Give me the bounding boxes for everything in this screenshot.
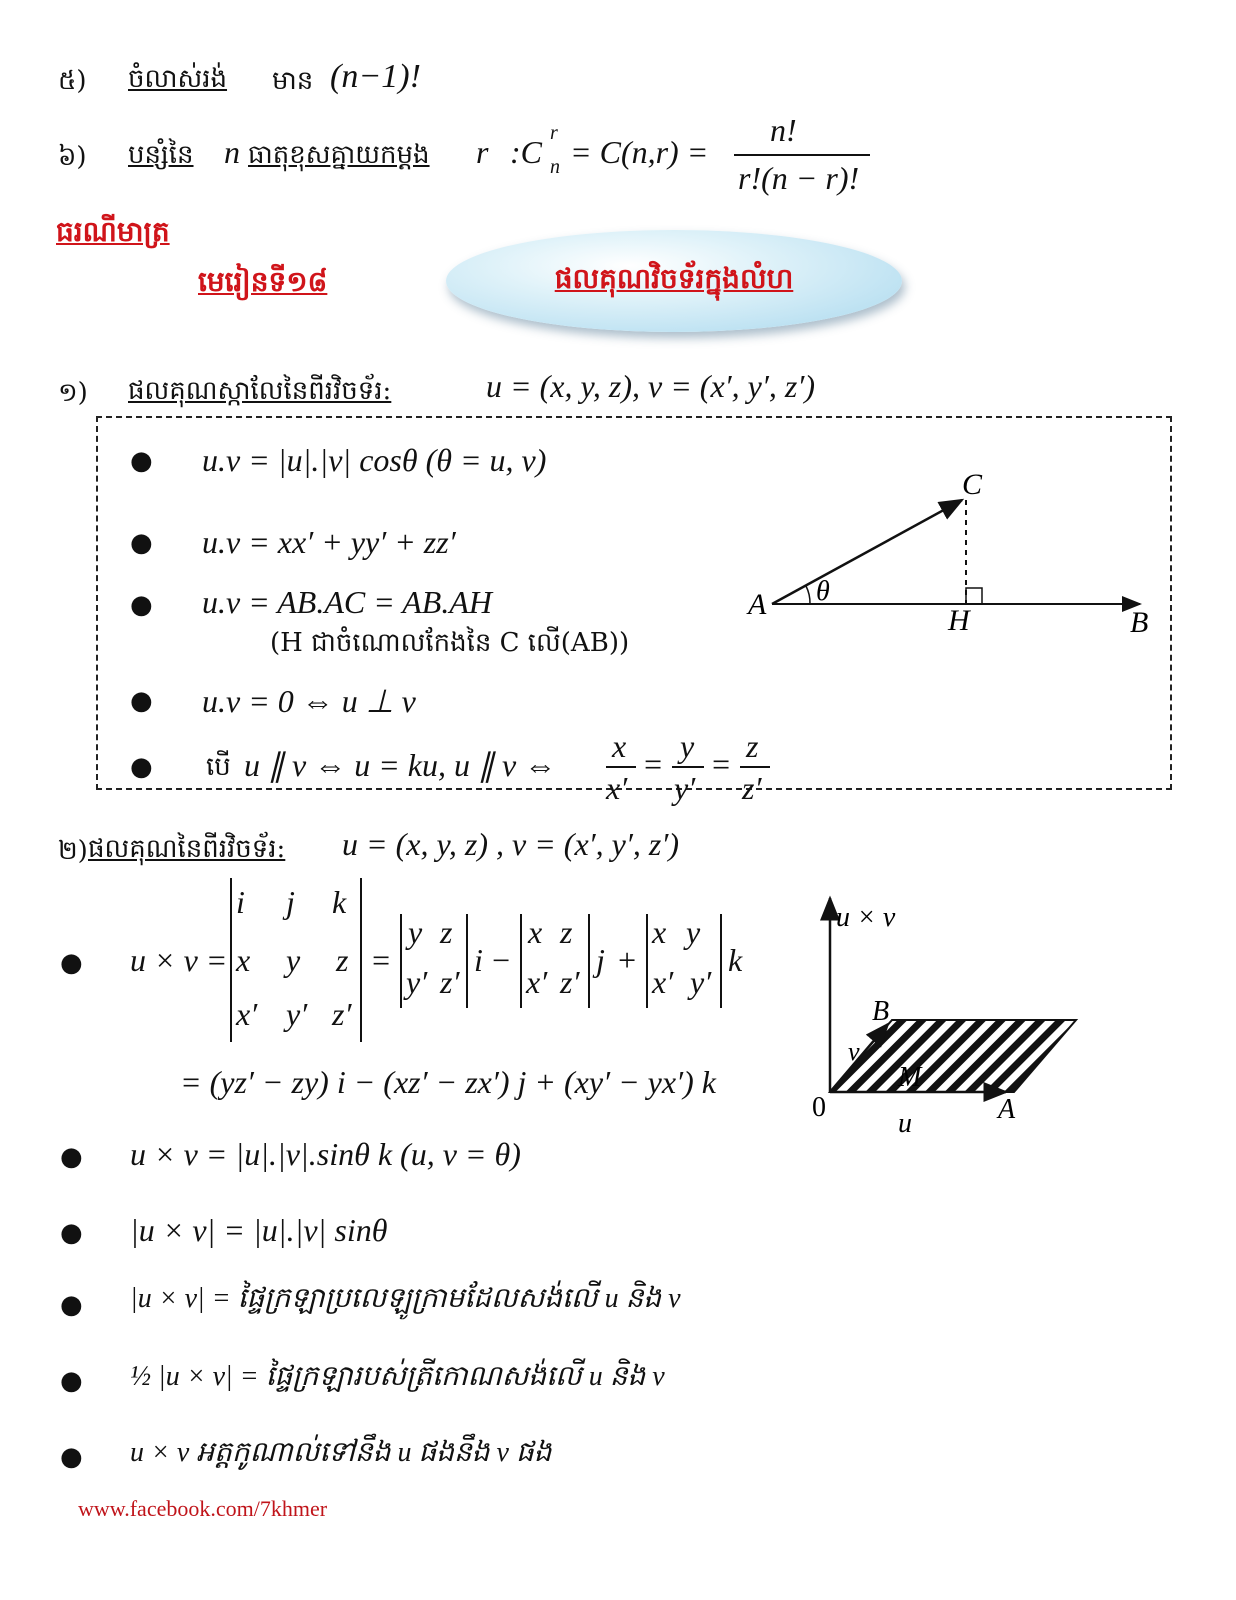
cross-formula-5: u × v អត្តកូណាល់ទៅនឹង u ផងនឹង v ផង xyxy=(130,1437,552,1468)
label-b: B xyxy=(872,996,890,1027)
parallelogram-diagram xyxy=(800,880,1100,1140)
minor-cell: z xyxy=(560,914,573,950)
fraction-y-den: y′ xyxy=(674,770,696,806)
label-a: A xyxy=(748,588,767,621)
part-2-definition: u = (x, y, z) , v = (x′, y′, z′) xyxy=(342,826,679,862)
cross-formula-3: |u × v| = ផ្ទៃក្រឡាប្រលេឡូក្រាមដែលសង់លើ u និង v xyxy=(130,1283,681,1314)
minor-vector: i xyxy=(474,942,483,978)
cross-expansion: = (yz′ − zy) i − (xz′ − zx′) j + (xy′ − yx′) k xyxy=(180,1064,716,1100)
det-bar-right xyxy=(360,878,362,1042)
minor-cell: x xyxy=(528,914,543,950)
minor-cell: z′ xyxy=(440,964,460,1000)
minor-vector: j xyxy=(596,942,605,978)
det-cell: z′ xyxy=(332,996,352,1032)
label-m: M xyxy=(898,1062,922,1093)
minor-cell: x′ xyxy=(652,964,674,1000)
label-b: B xyxy=(1130,606,1149,639)
minor-cell: x xyxy=(652,914,667,950)
scalar-formula-1: u.v = |u|.|v| cosθ (θ = u, v) xyxy=(202,442,547,478)
det-cell: k xyxy=(332,884,347,920)
bullet: ● xyxy=(60,1142,83,1172)
minor-vector: k xyxy=(728,942,743,978)
minor-bar xyxy=(588,914,590,1008)
fraction-x-num: x xyxy=(612,728,627,764)
part-2-number: ២) xyxy=(58,836,88,866)
fraction-bar xyxy=(672,766,704,768)
item-6-numerator: n! xyxy=(770,112,797,148)
right-angle-mark xyxy=(966,588,982,604)
minor-cell: y xyxy=(408,914,423,950)
item-6-sup: r xyxy=(550,122,558,144)
cross-formula-4: ½ |u × v| = ផ្ទៃក្រឡារបស់ត្រីកោណសង់លើ u និង v xyxy=(130,1361,665,1392)
lesson-title-ellipse xyxy=(446,230,902,332)
fraction-x-den: x′ xyxy=(606,770,628,806)
minor-cell: y′ xyxy=(690,964,712,1000)
part-1-number: ១) xyxy=(58,378,88,408)
projection-diagram xyxy=(740,460,1170,660)
section-heading: ធរណីមាត្រ xyxy=(56,215,170,248)
label-a: A xyxy=(998,1094,1016,1125)
scalar-formula-4: u.v = 0 ⇔ u ⊥ v xyxy=(202,683,416,719)
bullet: ● xyxy=(130,752,153,782)
footer-link[interactable]: www.facebook.com/7khmer xyxy=(78,1496,328,1521)
part-1-definition: u = (x, y, z), v = (x′, y′, z′) xyxy=(486,368,815,404)
scalar-formula-3: u.v = AB.AC = AB.AH xyxy=(202,584,492,620)
fraction-z-num: z xyxy=(746,728,759,764)
minor-cell: z′ xyxy=(560,964,580,1000)
minor-bar xyxy=(520,914,522,1008)
minor-cell: x′ xyxy=(526,964,548,1000)
cross-formula-1: u × v = |u|.|v|.sinθ k (u, v = θ) xyxy=(130,1136,521,1172)
minor-bar xyxy=(646,914,648,1008)
bullet: ● xyxy=(60,1218,83,1248)
minor-cell: z xyxy=(440,914,453,950)
det-cell: z xyxy=(336,942,349,978)
minor-cell: y xyxy=(686,914,701,950)
equals: = xyxy=(642,746,664,782)
label-theta: θ xyxy=(816,576,830,607)
det-cell: i xyxy=(236,884,245,920)
equals: = xyxy=(710,746,732,782)
label-cross-axis: u × v xyxy=(836,902,896,933)
det-bar-left xyxy=(230,878,232,1042)
label-u: u xyxy=(898,1108,912,1139)
item-6-fraction-bar xyxy=(734,154,870,156)
det-cell: y′ xyxy=(286,996,308,1032)
item-5-text: មាន xyxy=(272,66,314,96)
item-5-formula: (n−1)! xyxy=(330,58,421,95)
label-v: v xyxy=(848,1037,860,1066)
lesson-title: ផលគុណវិចទ័រក្នុងលំហ xyxy=(554,261,794,295)
minor-cell: y′ xyxy=(406,964,428,1000)
item-5-label: ចំលាស់រង់ xyxy=(128,64,228,94)
det-cell: y xyxy=(286,942,301,978)
part-2-label: ផលគុណនៃពីរវិចទ័រ: xyxy=(88,834,286,864)
cross-formula-2: |u × v| = |u|.|v| sinθ xyxy=(130,1212,388,1248)
minor-bar xyxy=(720,914,722,1008)
item-6-formula-lhs: :C xyxy=(510,134,542,170)
bullet: ● xyxy=(130,528,153,558)
scalar-formula-2: u.v = xx′ + yy′ + zz′ xyxy=(202,524,456,560)
bullet: ● xyxy=(130,590,153,620)
angle-arc xyxy=(806,586,810,604)
bullet: ● xyxy=(60,1290,83,1320)
projection-note: (H ជាចំណោលកែងនៃ C លើ(AB)) xyxy=(270,628,630,658)
fraction-bar xyxy=(606,766,636,768)
label-c: C xyxy=(962,468,983,501)
part-1-label: ផលគុណស្កាលែនៃពីរវិចទ័រ: xyxy=(128,376,392,406)
item-6-sub: n xyxy=(550,156,560,178)
fraction-bar xyxy=(740,766,770,768)
bullet: ● xyxy=(130,446,153,476)
bullet: ● xyxy=(130,686,153,716)
item-6-var-n: n xyxy=(224,134,240,170)
item-6-var-r: r xyxy=(476,134,489,170)
cross-lhs: u × v = xyxy=(130,942,228,978)
parallel-prefix: បើ xyxy=(206,752,231,782)
bullet: ● xyxy=(60,1366,83,1396)
segment-ac xyxy=(772,500,962,604)
det-cell: x xyxy=(236,942,251,978)
item-6-number: ៦) xyxy=(58,142,87,172)
equals: = xyxy=(370,942,392,978)
item-6-formula-mid: = C(n,r) = xyxy=(570,134,709,170)
det-cell: x′ xyxy=(236,996,258,1032)
minus-sign: − xyxy=(490,942,512,978)
label-h: H xyxy=(948,604,970,637)
fraction-z-den: z′ xyxy=(742,770,762,806)
label-origin: 0 xyxy=(812,1092,826,1123)
minor-bar xyxy=(466,914,468,1008)
plus-sign: + xyxy=(616,942,638,978)
bullet: ● xyxy=(60,948,83,978)
parallel-formula: u ∥ v ⇔ u = ku, u ∥ v ⇔ xyxy=(244,747,557,783)
item-6-label: បន្សំនៃ xyxy=(128,140,194,170)
lesson-number: មេរៀនទី១៨ xyxy=(198,265,328,298)
fraction-y-num: y xyxy=(680,728,695,764)
minor-bar xyxy=(400,914,402,1008)
item-6-label2: ធាតុខុសគ្នាយកម្តង xyxy=(248,140,430,170)
parallelogram xyxy=(830,1020,1076,1092)
det-cell: j xyxy=(286,884,295,920)
item-6-denominator: r!(n − r)! xyxy=(738,160,860,196)
bullet: ● xyxy=(60,1442,83,1472)
item-5-number: ៥) xyxy=(58,66,87,96)
